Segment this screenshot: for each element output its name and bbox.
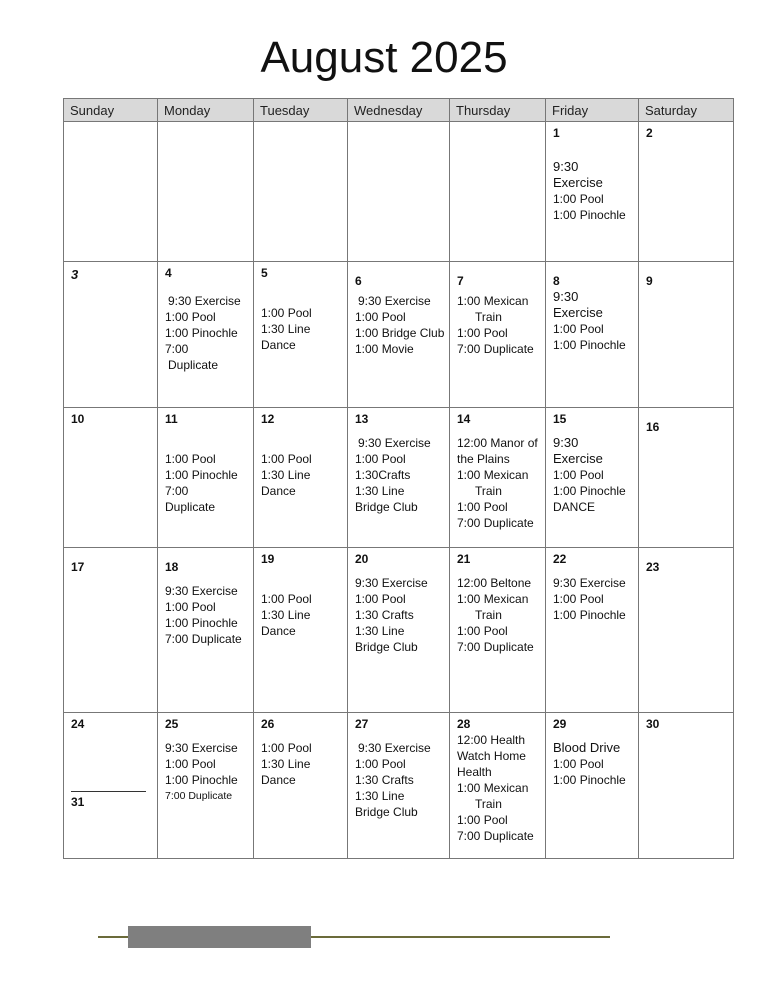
event-item: Bridge Club	[355, 640, 418, 654]
day-number: 1	[553, 126, 560, 140]
day-cell[interactable]	[158, 262, 254, 408]
event-list	[261, 451, 347, 499]
event-item: 1:00 Mexican	[457, 592, 529, 606]
split-day-divider	[71, 791, 146, 792]
event-item: 9:30 Exercise	[355, 576, 428, 590]
day-cell[interactable]	[64, 713, 158, 859]
event-item: 1:30 Line	[355, 624, 405, 638]
event-item: 1:00 Pool	[261, 452, 312, 466]
event-item: 1:00 Pool	[165, 310, 216, 324]
day-number: 30	[646, 717, 660, 731]
event-item: 1:00 Pinochle	[165, 326, 238, 340]
weekday-friday: Friday	[546, 99, 639, 122]
event-list	[457, 732, 545, 844]
event-item: 1:00 Pool	[355, 310, 406, 324]
weekday-saturday: Saturday	[639, 99, 734, 122]
day-number: 11	[165, 412, 178, 426]
event-item: 1:30Crafts	[355, 468, 411, 482]
day-number: 17	[71, 560, 85, 574]
event-item: 1:00 Pinochle	[165, 616, 238, 630]
event-item: 1:00 Pool	[457, 813, 508, 827]
day-cell[interactable]	[254, 548, 348, 713]
event-list	[165, 293, 253, 373]
event-item: 1:00 Pool	[261, 306, 312, 320]
event-list	[261, 591, 347, 639]
event-item: 9:30	[553, 159, 579, 174]
day-cell[interactable]	[348, 713, 450, 859]
event-item: 1:00 Pool	[165, 452, 216, 466]
footer-accent-bar	[128, 926, 311, 948]
event-item: 1:00 Pool	[553, 468, 604, 482]
event-list	[553, 159, 638, 223]
day-number: 24	[71, 717, 85, 731]
event-item: 12:00 Manor of	[457, 436, 538, 450]
day-number: 28	[457, 717, 471, 731]
day-number: 2	[646, 126, 653, 140]
day-cell[interactable]	[639, 548, 734, 713]
calendar-grid	[63, 98, 734, 859]
event-item: 1:00 Pinochle	[553, 608, 626, 622]
week-row	[64, 408, 734, 548]
event-item: 9:30	[553, 289, 579, 304]
day-cell[interactable]	[254, 122, 348, 262]
day-cell[interactable]	[348, 262, 450, 408]
event-item: 9:30 Exercise	[165, 584, 238, 598]
event-item: Dance	[261, 624, 296, 638]
event-item: 9:30 Exercise	[553, 576, 626, 590]
day-cell[interactable]	[546, 548, 639, 713]
event-item: 1:00 Pool	[355, 757, 406, 771]
event-item: Duplicate	[168, 358, 219, 372]
event-item: 7:00	[165, 484, 189, 498]
day-cell[interactable]	[348, 122, 450, 262]
event-item: 7:00 Duplicate	[165, 790, 233, 802]
week-row	[64, 122, 734, 262]
day-cell[interactable]	[639, 408, 734, 548]
day-number: 6	[355, 274, 362, 288]
event-list	[165, 740, 253, 804]
day-cell[interactable]	[254, 713, 348, 859]
event-item: 1:00 Mexican	[457, 781, 529, 795]
day-number: 23	[646, 560, 660, 574]
event-item: 1:30 Line	[355, 484, 405, 498]
event-item: 7:00 Duplicate	[457, 640, 534, 654]
event-item: 1:00 Pinochle	[165, 468, 238, 482]
day-cell[interactable]	[64, 548, 158, 713]
day-cell[interactable]	[254, 408, 348, 548]
event-item: 1:30 Line	[261, 322, 311, 336]
day-number: 4	[165, 266, 172, 280]
event-item: DANCE	[553, 500, 596, 514]
event-list	[355, 293, 449, 357]
event-list	[457, 435, 545, 531]
event-list	[355, 740, 449, 820]
event-item: the Plains	[457, 452, 510, 466]
day-number: 16	[646, 420, 660, 434]
event-list	[457, 293, 545, 357]
day-number: 3	[71, 267, 79, 282]
event-item: 1:00 Pool	[165, 757, 216, 771]
event-list	[457, 575, 545, 655]
event-item: Watch Home	[457, 749, 526, 763]
day-number: 7	[457, 274, 464, 288]
day-number: 5	[261, 266, 268, 280]
event-item: 9:30 Exercise	[358, 741, 431, 755]
event-item: Train	[475, 484, 502, 498]
event-item: 1:30 Line	[261, 608, 311, 622]
event-item: Train	[475, 310, 502, 324]
day-cell[interactable]	[348, 408, 450, 548]
weekday-tuesday: Tuesday	[254, 99, 348, 122]
day-cell[interactable]	[639, 713, 734, 859]
day-cell[interactable]	[64, 408, 158, 548]
calendar-title: August 2025	[260, 33, 508, 82]
event-item: 9:30 Exercise	[358, 294, 431, 308]
event-item: 1:00 Pinochle	[553, 484, 626, 498]
weekday-sunday: Sunday	[64, 99, 158, 122]
event-item: 1:00 Pinochle	[553, 208, 626, 222]
day-number: 26	[261, 717, 275, 731]
day-number: 19	[261, 552, 275, 566]
event-item: 7:00	[165, 342, 189, 356]
weekday-header-row	[64, 99, 734, 122]
calendar-body	[64, 122, 734, 859]
day-cell[interactable]	[639, 262, 734, 408]
day-cell[interactable]	[158, 713, 254, 859]
day-number: 18	[165, 560, 179, 574]
event-item: Exercise	[553, 305, 603, 320]
event-item: 9:30 Exercise	[165, 741, 238, 755]
event-list	[553, 575, 638, 623]
event-item: 1:00 Pool	[457, 326, 508, 340]
event-item: 1:00 Pinochle	[553, 338, 626, 352]
day-cell[interactable]	[639, 122, 734, 262]
day-cell[interactable]	[450, 122, 546, 262]
event-item: 1:00 Mexican	[457, 294, 529, 308]
event-list	[261, 305, 347, 353]
day-number: 12	[261, 412, 275, 426]
event-item: 7:00 Duplicate	[457, 829, 534, 843]
event-list	[553, 289, 638, 353]
event-item: Train	[475, 797, 502, 811]
event-item: 1:00 Pool	[457, 624, 508, 638]
weekday-monday: Monday	[158, 99, 254, 122]
event-item: Health	[457, 765, 492, 779]
event-item: Blood Drive	[553, 740, 621, 755]
event-list	[553, 435, 638, 515]
event-list	[165, 583, 253, 647]
event-list	[355, 435, 449, 515]
event-item: 12:00 Beltone	[457, 576, 532, 590]
day-number: 21	[457, 552, 471, 566]
day-cell[interactable]	[450, 548, 546, 713]
day-number: 10	[71, 412, 85, 426]
day-number: 20	[355, 552, 369, 566]
day-cell[interactable]	[546, 122, 639, 262]
event-list	[355, 575, 449, 655]
event-item: 1:00 Pool	[553, 592, 604, 606]
event-item: Dance	[261, 484, 296, 498]
event-item: Train	[475, 608, 502, 622]
day-number: 27	[355, 717, 369, 731]
event-item: 7:00 Duplicate	[457, 516, 534, 530]
day-cell[interactable]	[546, 713, 639, 859]
event-item: 1:00 Pinochle	[553, 773, 626, 787]
event-item: 1:00 Pool	[553, 192, 604, 206]
day-cell[interactable]	[64, 122, 158, 262]
day-number: 8	[553, 274, 560, 288]
event-item: 12:00 Health	[457, 733, 526, 747]
day-number: 15	[553, 412, 567, 426]
event-list	[553, 740, 638, 788]
day-cell[interactable]	[546, 408, 639, 548]
event-item: 9:30 Exercise	[358, 436, 431, 450]
event-item: Bridge Club	[355, 500, 418, 514]
event-item: 1:30 Line	[261, 468, 311, 482]
event-item: Dance	[261, 338, 296, 352]
day-number-secondary: 31	[71, 795, 85, 809]
day-cell[interactable]	[450, 713, 546, 859]
week-row	[64, 713, 734, 859]
event-item: Dance	[261, 773, 296, 787]
event-item: 9:30	[553, 435, 579, 450]
event-item: 1:00 Pool	[261, 741, 312, 755]
event-item: 1:30 Line	[261, 757, 311, 771]
event-item: 7:00 Duplicate	[165, 632, 242, 646]
event-item: 1:30 Crafts	[355, 773, 414, 787]
day-cell[interactable]	[450, 262, 546, 408]
event-list	[261, 740, 347, 788]
day-cell[interactable]	[450, 408, 546, 548]
event-item: 1:30 Crafts	[355, 608, 414, 622]
day-cell[interactable]	[158, 408, 254, 548]
event-item: 1:00 Pool	[165, 600, 216, 614]
event-item: 1:00 Pool	[355, 592, 406, 606]
day-number: 9	[646, 274, 653, 288]
day-cell[interactable]	[64, 262, 158, 408]
event-item: Exercise	[553, 451, 603, 466]
weekday-thursday: Thursday	[450, 99, 546, 122]
event-item: 1:30 Line	[355, 789, 405, 803]
day-cell[interactable]	[348, 548, 450, 713]
day-cell[interactable]	[254, 262, 348, 408]
event-item: 1:00 Movie	[355, 342, 414, 356]
event-item: 9:30 Exercise	[168, 294, 241, 308]
day-number: 22	[553, 552, 567, 566]
event-item: 1:00 Pool	[261, 592, 312, 606]
day-number: 14	[457, 412, 471, 426]
weekday-wednesday: Wednesday	[348, 99, 450, 122]
event-item: 7:00 Duplicate	[457, 342, 534, 356]
event-item: Exercise	[553, 175, 603, 190]
day-cell[interactable]	[158, 122, 254, 262]
event-item: 1:00 Pool	[553, 322, 604, 336]
event-item: 1:00 Mexican	[457, 468, 529, 482]
event-item: Duplicate	[165, 500, 216, 514]
event-item: 1:00 Pool	[457, 500, 508, 514]
week-row	[64, 262, 734, 408]
event-item: 1:00 Pool	[355, 452, 406, 466]
event-item: 1:00 Bridge Club	[355, 326, 445, 340]
day-number: 13	[355, 412, 369, 426]
event-item: 1:00 Pool	[553, 757, 604, 771]
day-number: 25	[165, 717, 179, 731]
event-item: Bridge Club	[355, 805, 418, 819]
week-row	[64, 548, 734, 713]
event-item: 1:00 Pinochle	[165, 773, 238, 787]
day-cell[interactable]	[158, 548, 254, 713]
day-cell[interactable]	[546, 262, 639, 408]
event-list	[165, 451, 253, 515]
day-number: 29	[553, 717, 567, 731]
